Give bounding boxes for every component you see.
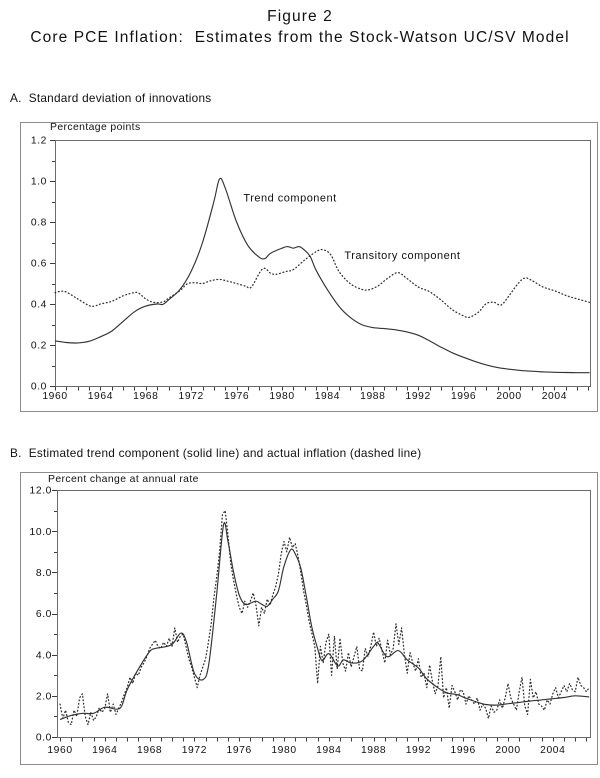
panel-border xyxy=(21,123,598,412)
x-axis-tick-label: 1988 xyxy=(360,745,387,756)
x-axis-tick-label: 1972 xyxy=(178,391,204,402)
x-axis-tick-label: 1964 xyxy=(92,745,118,756)
x-axis-tick-label: 1992 xyxy=(405,391,431,402)
x-axis-tick-label: 1972 xyxy=(181,745,208,756)
panel-border xyxy=(21,473,598,765)
y-axis-tick-label: 0.6 xyxy=(30,258,47,270)
x-axis-tick-label: 1988 xyxy=(360,391,386,402)
x-axis-tick-label: 1992 xyxy=(405,745,432,756)
x-axis-tick-label: 1996 xyxy=(450,745,476,756)
plot-frame xyxy=(56,141,591,387)
x-axis-tick-label: 1984 xyxy=(316,745,342,756)
y-axis-tick-label: 1.2 xyxy=(30,135,47,147)
panel-a-heading: A. Standard deviation of innovations xyxy=(10,91,212,105)
plot-frame xyxy=(58,491,591,738)
x-axis-tick-label: 1960 xyxy=(47,745,73,756)
series-label: Trend component xyxy=(243,192,337,205)
x-axis-tick-label: 1980 xyxy=(271,745,297,756)
figure-number: Figure 2 xyxy=(267,8,333,25)
x-axis-tick-label: 1968 xyxy=(133,391,159,402)
x-axis-tick-label: 1960 xyxy=(42,391,68,402)
y-axis-tick-label: 0.8 xyxy=(30,217,47,229)
x-axis-tick-label: 1980 xyxy=(269,391,295,402)
y-axis-title: Percentage points xyxy=(50,122,141,133)
x-axis-tick-label: 1968 xyxy=(136,745,163,756)
series-trend-component xyxy=(55,178,590,372)
y-axis-tick-label: 8.0 xyxy=(35,567,52,579)
panel-a-chart xyxy=(20,122,598,412)
x-axis-tick-label: 1964 xyxy=(87,391,114,402)
x-axis-tick-label: 2000 xyxy=(495,745,521,756)
x-axis-tick-label: 1976 xyxy=(226,745,252,756)
series-transitory-component xyxy=(55,250,590,318)
series-estimated-trend-component xyxy=(60,523,589,720)
x-axis-tick-label: 1984 xyxy=(314,391,341,402)
y-axis-tick-label: 4.0 xyxy=(35,650,52,662)
figure-title: Core PCE Inflation: Estimates from the Stock-Watson UC/SV Model xyxy=(30,29,570,46)
y-axis-tick-label: 0.2 xyxy=(30,340,47,352)
x-axis-tick-label: 1976 xyxy=(223,391,250,402)
x-axis-tick-label: 1996 xyxy=(450,391,477,402)
y-axis-tick-label: 0.4 xyxy=(30,299,47,311)
panel-b-heading: B. Estimated trend component (solid line) and actual inflation (dashed line) xyxy=(10,446,422,460)
x-axis-tick-label: 2004 xyxy=(540,745,566,756)
x-axis-tick-label: 2004 xyxy=(541,391,568,402)
x-axis-tick-label: 2000 xyxy=(496,391,522,402)
y-axis-tick-label: 1.0 xyxy=(30,176,47,188)
panel-b-chart xyxy=(20,472,598,765)
series-label: Transitory component xyxy=(344,249,461,262)
y-axis-tick-label: 0.0 xyxy=(30,381,47,393)
y-axis-tick-label: 2.0 xyxy=(35,691,52,703)
y-axis-title: Percent change at annual rate xyxy=(48,474,199,485)
y-axis-tick-label: 12.0 xyxy=(29,485,52,497)
series-actual-inflation xyxy=(60,511,589,725)
y-axis-tick-label: 6.0 xyxy=(35,609,52,621)
y-axis-tick-label: 0.0 xyxy=(35,732,52,744)
y-axis-tick-label: 10.0 xyxy=(29,526,52,538)
